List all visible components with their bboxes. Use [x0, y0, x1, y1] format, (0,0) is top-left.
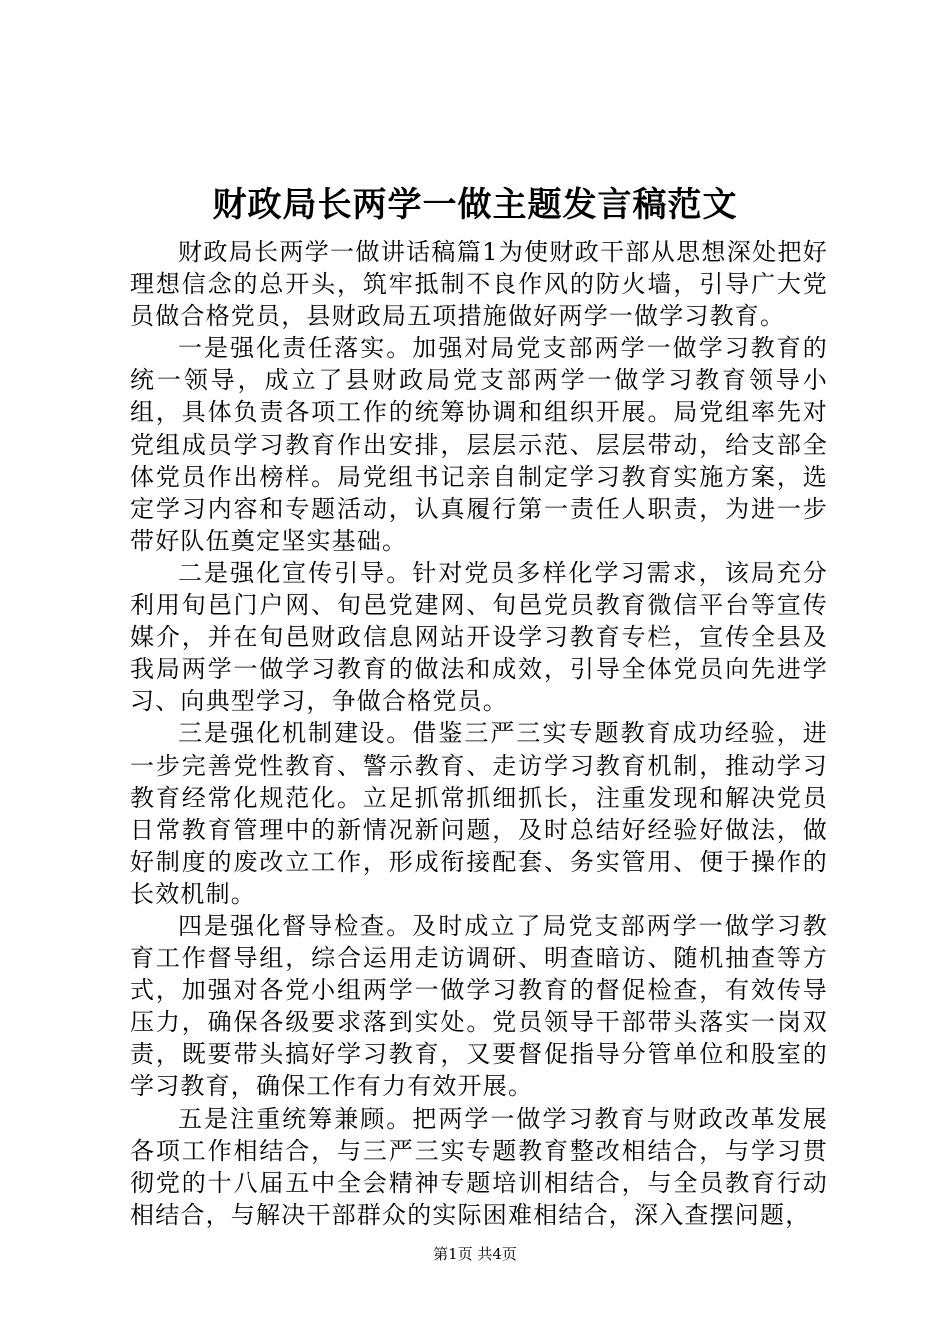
document-body	[130, 236, 828, 1231]
page-number-footer: 第1页 共4页	[433, 1245, 517, 1263]
paragraph-coordination: 五是注重统筹兼顾。把两学一做学习教育与财政改革发展各项工作相结合，与三严三实专题教育整改相结合，与学习贯彻党的十八届五中全会精神专题培训相结合，与全员教育行动相结合，与解决干部群众的实际困难相结合，深入查摆问题，	[130, 1104, 828, 1229]
paragraph-publicity: 二是强化宣传引导。针对党员多样化学习需求，该局充分利用旬邑门户网、旬邑党建网、旬邑党员教育微信平台等宣传媒介，并在旬邑财政信息网站开设学习教育专栏，宣传全县及我局两学一做学习教育的做法和成效，引导全体党员向先进学习、向典型学习，争做合格党员。	[130, 558, 828, 716]
paragraph-supervision: 四是强化督导检查。及时成立了局党支部两学一做学习教育工作督导组，综合运用走访调研、明查暗访、随机抽查等方式，加强对各党小组两学一做学习教育的督促检查，有效传导压力，确保各级要求落到实处。党员领导干部带头落实一岗双责，既要带头搞好学习教育，又要督促指导分管单位和股室的学习教育，确保工作有力有效开展。	[130, 911, 828, 1101]
paragraph-mechanism: 三是强化机制建设。借鉴三严三实专题教育成功经验，进一步完善党性教育、警示教育、走访学习教育机制，推动学习教育经常化规范化。立足抓常抓细抓长，注重发现和解决党员日常教育管理中的新情况新问题，及时总结好经验好做法，做好制度的废改立工作，形成衔接配套、务实管用、便于操作的长效机制。	[130, 719, 828, 908]
document-title: 财政局长两学一做主题发言稿范文	[212, 185, 738, 225]
paragraph-responsibility: 一是强化责任落实。加强对局党支部两学一做学习教育的统一领导，成立了县财政局党支部两学一做学习教育领导小组，具体负责各项工作的统筹协调和组织开展。局党组率先对党组成员学习教育作出安排，层层示范、层层带动，给支部全体党员作出榜样。局党组书记亲自制定学习教育实施方案，选定学习内容和专题活动，认真履行第一责任人职责，为进一步带好队伍奠定坚实基础。	[130, 334, 828, 555]
paragraph-intro: 财政局长两学一做讲话稿篇1为使财政干部从思想深处把好理想信念的总开头，筑牢抵制不良作风的防火墙，引导广大党员做合格党员，县财政局五项措施做好两学一做学习教育。	[130, 238, 828, 331]
